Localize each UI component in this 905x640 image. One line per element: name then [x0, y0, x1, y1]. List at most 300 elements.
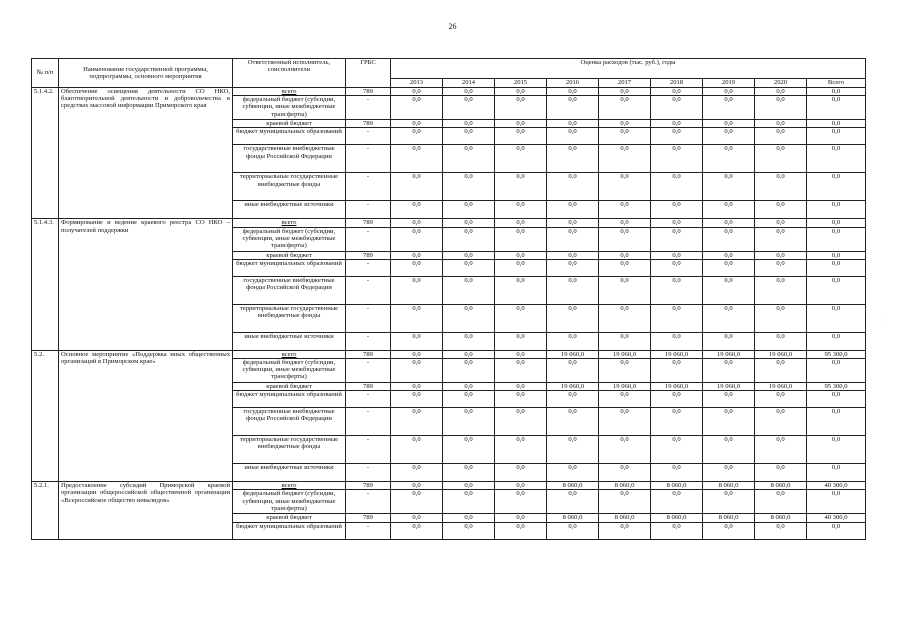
- funding-source: федеральный бюджет (субсидии, субвенции, иные межбюджетные трансферты): [233, 490, 346, 514]
- cost-value: 0,0: [651, 276, 703, 304]
- cost-value: 0,0: [495, 482, 547, 490]
- cost-value: 0,0: [755, 408, 807, 436]
- cost-value: 0,0: [495, 120, 547, 128]
- grbs-code: -: [346, 201, 391, 219]
- cost-value: 0,0: [807, 219, 866, 227]
- cost-value: 0,0: [391, 408, 443, 436]
- cost-value: 0,0: [807, 490, 866, 514]
- grbs-code: -: [346, 332, 391, 350]
- cost-value: 0,0: [495, 383, 547, 391]
- funding-source: государственные внебюджетные фонды Российской Федерации: [233, 408, 346, 436]
- funding-source: бюджет муниципальных образований: [233, 128, 346, 145]
- funding-source: краевой бюджет: [233, 251, 346, 259]
- margin-mark: ·: [880, 318, 882, 324]
- cost-value: 0,0: [443, 359, 495, 383]
- header-executor: Ответственный исполнитель, соисполнители: [233, 59, 346, 88]
- cost-value: 0,0: [807, 128, 866, 145]
- cost-value: 0,0: [443, 120, 495, 128]
- page-number: 26: [448, 22, 457, 31]
- grbs-code: 789: [346, 219, 391, 227]
- funding-source: всего: [233, 350, 346, 358]
- cost-value: 0,0: [547, 490, 599, 514]
- cost-value: 0,0: [391, 219, 443, 227]
- cost-value: 0,0: [755, 259, 807, 276]
- cost-value: 0,0: [651, 464, 703, 482]
- cost-value: 95 300,0: [807, 383, 866, 391]
- section-number: 5.1.4.3.: [32, 219, 59, 350]
- cost-value: 40 300,0: [807, 482, 866, 490]
- cost-value: 19 060,0: [547, 350, 599, 358]
- grbs-code: -: [346, 359, 391, 383]
- cost-value: 0,0: [651, 490, 703, 514]
- cost-value: 0,0: [391, 350, 443, 358]
- table-row: [32, 219, 866, 227]
- cost-value: 0,0: [443, 96, 495, 120]
- cost-value: 0,0: [703, 96, 755, 120]
- cost-value: 8 060,0: [599, 482, 651, 490]
- cost-value: 0,0: [599, 332, 651, 350]
- section-name: Основное мероприятие «Поддержка иных общественных организаций в Приморском крае»: [59, 350, 233, 481]
- cost-value: 0,0: [391, 522, 443, 539]
- cost-value: 0,0: [807, 304, 866, 332]
- header-year: 2016: [547, 79, 599, 88]
- grbs-code: -: [346, 408, 391, 436]
- cost-value: 8 060,0: [755, 514, 807, 522]
- cost-value: 0,0: [391, 259, 443, 276]
- cost-value: 0,0: [599, 227, 651, 251]
- cost-value: 0,0: [391, 276, 443, 304]
- cost-value: 0,0: [391, 391, 443, 408]
- cost-value: 0,0: [495, 96, 547, 120]
- cost-value: 0,0: [391, 332, 443, 350]
- funding-source: иные внебюджетные источники: [233, 464, 346, 482]
- cost-value: 0,0: [443, 227, 495, 251]
- cost-value: 0,0: [807, 276, 866, 304]
- cost-value: 0,0: [547, 391, 599, 408]
- funding-source: территориальные государственные внебюджетные фонды: [233, 436, 346, 464]
- cost-value: 0,0: [755, 88, 807, 96]
- cost-value: 19 060,0: [755, 383, 807, 391]
- cost-value: 8 060,0: [651, 482, 703, 490]
- cost-value: 0,0: [443, 332, 495, 350]
- grbs-code: 789: [346, 383, 391, 391]
- cost-value: 0,0: [755, 522, 807, 539]
- cost-value: 0,0: [651, 436, 703, 464]
- cost-value: 0,0: [807, 120, 866, 128]
- cost-value: 0,0: [703, 201, 755, 219]
- cost-value: 0,0: [443, 464, 495, 482]
- budget-table: [31, 58, 866, 540]
- cost-value: 0,0: [391, 436, 443, 464]
- cost-value: 19 060,0: [755, 350, 807, 358]
- cost-value: 0,0: [495, 490, 547, 514]
- cost-value: 0,0: [755, 490, 807, 514]
- cost-value: 0,0: [755, 219, 807, 227]
- cost-value: 19 060,0: [599, 350, 651, 358]
- cost-value: 0,0: [651, 359, 703, 383]
- header-num: № п/п: [32, 59, 59, 88]
- cost-value: 0,0: [599, 359, 651, 383]
- cost-value: 0,0: [443, 408, 495, 436]
- header-year: 2017: [599, 79, 651, 88]
- cost-value: 0,0: [703, 391, 755, 408]
- cost-value: 0,0: [651, 96, 703, 120]
- grbs-code: 789: [346, 120, 391, 128]
- cost-value: 0,0: [703, 173, 755, 201]
- grbs-code: -: [346, 464, 391, 482]
- cost-value: 0,0: [495, 173, 547, 201]
- cost-value: 0,0: [703, 128, 755, 145]
- section-number: 5.1.4.2.: [32, 88, 59, 219]
- grbs-code: -: [346, 128, 391, 145]
- cost-value: 0,0: [703, 490, 755, 514]
- cost-value: 8 060,0: [547, 514, 599, 522]
- cost-value: 0,0: [443, 145, 495, 173]
- cost-value: 0,0: [807, 522, 866, 539]
- funding-source: бюджет муниципальных образований: [233, 391, 346, 408]
- cost-value: 8 060,0: [703, 482, 755, 490]
- section-number: 5.2.: [32, 350, 59, 481]
- cost-value: 0,0: [391, 251, 443, 259]
- cost-value: 0,0: [755, 464, 807, 482]
- cost-value: 0,0: [547, 88, 599, 96]
- header-grbs: ГРБС: [346, 59, 391, 88]
- cost-value: 0,0: [755, 304, 807, 332]
- funding-source: государственные внебюджетные фонды Российской Федерации: [233, 276, 346, 304]
- cost-value: 0,0: [495, 145, 547, 173]
- cost-value: 0,0: [807, 227, 866, 251]
- cost-value: 0,0: [547, 436, 599, 464]
- section-number: 5.2.1.: [32, 482, 59, 539]
- cost-value: 0,0: [391, 304, 443, 332]
- cost-value: 0,0: [651, 522, 703, 539]
- cost-value: 0,0: [755, 276, 807, 304]
- grbs-code: 789: [346, 251, 391, 259]
- funding-source: всего: [233, 88, 346, 96]
- header-year: Всего: [807, 79, 866, 88]
- cost-value: 0,0: [547, 304, 599, 332]
- cost-value: 0,0: [703, 359, 755, 383]
- cost-value: 0,0: [651, 120, 703, 128]
- cost-value: 8 060,0: [651, 514, 703, 522]
- cost-value: 19 060,0: [703, 350, 755, 358]
- cost-value: 0,0: [391, 88, 443, 96]
- cost-value: 0,0: [391, 128, 443, 145]
- cost-value: 0,0: [443, 350, 495, 358]
- cost-value: 0,0: [391, 490, 443, 514]
- grbs-code: -: [346, 96, 391, 120]
- cost-value: 0,0: [443, 219, 495, 227]
- cost-value: 0,0: [443, 88, 495, 96]
- cost-value: 0,0: [703, 408, 755, 436]
- cost-value: 0,0: [391, 96, 443, 120]
- cost-value: 0,0: [599, 304, 651, 332]
- cost-value: 0,0: [547, 464, 599, 482]
- funding-source: иные внебюджетные источники: [233, 201, 346, 219]
- cost-value: 0,0: [599, 120, 651, 128]
- cost-value: 0,0: [495, 332, 547, 350]
- cost-value: 0,0: [651, 408, 703, 436]
- cost-value: 0,0: [703, 464, 755, 482]
- cost-value: 0,0: [755, 391, 807, 408]
- cost-value: 0,0: [807, 251, 866, 259]
- cost-value: 0,0: [807, 359, 866, 383]
- cost-value: 0,0: [495, 464, 547, 482]
- cost-value: 8 060,0: [755, 482, 807, 490]
- cost-value: 0,0: [755, 145, 807, 173]
- cost-value: 0,0: [547, 332, 599, 350]
- funding-source: всего: [233, 219, 346, 227]
- funding-source: краевой бюджет: [233, 383, 346, 391]
- cost-value: 0,0: [547, 201, 599, 219]
- cost-value: 0,0: [807, 173, 866, 201]
- header-name: Наименование государственной программы, подпрограммы, основного мероприятия: [59, 59, 233, 88]
- cost-value: 0,0: [755, 332, 807, 350]
- cost-value: 0,0: [599, 251, 651, 259]
- funding-source: краевой бюджет: [233, 120, 346, 128]
- cost-value: 0,0: [703, 219, 755, 227]
- cost-value: 0,0: [755, 173, 807, 201]
- cost-value: 0,0: [703, 227, 755, 251]
- funding-source: иные внебюджетные источники: [233, 332, 346, 350]
- grbs-code: -: [346, 490, 391, 514]
- cost-value: 0,0: [495, 251, 547, 259]
- cost-value: 0,0: [547, 145, 599, 173]
- cost-value: 0,0: [443, 514, 495, 522]
- grbs-code: -: [346, 436, 391, 464]
- cost-value: 0,0: [495, 359, 547, 383]
- table-row: [32, 88, 866, 96]
- cost-value: 0,0: [599, 436, 651, 464]
- cost-value: 8 060,0: [599, 514, 651, 522]
- cost-value: 0,0: [495, 128, 547, 145]
- cost-value: 19 060,0: [599, 383, 651, 391]
- cost-value: 0,0: [651, 304, 703, 332]
- funding-source: государственные внебюджетные фонды Российской Федерации: [233, 145, 346, 173]
- cost-value: 0,0: [755, 359, 807, 383]
- cost-value: 19 060,0: [651, 350, 703, 358]
- cost-value: 0,0: [391, 227, 443, 251]
- cost-value: 0,0: [807, 145, 866, 173]
- cost-value: 19 060,0: [547, 383, 599, 391]
- cost-value: 0,0: [443, 391, 495, 408]
- funding-source: территориальные государственные внебюджетные фонды: [233, 173, 346, 201]
- cost-value: 0,0: [547, 120, 599, 128]
- header-year: 2018: [651, 79, 703, 88]
- cost-value: 0,0: [495, 350, 547, 358]
- funding-source: федеральный бюджет (субсидии, субвенции, иные межбюджетные трансферты): [233, 227, 346, 251]
- cost-value: 0,0: [703, 145, 755, 173]
- cost-value: 95 300,0: [807, 350, 866, 358]
- cost-value: 0,0: [391, 173, 443, 201]
- cost-value: 0,0: [599, 96, 651, 120]
- grbs-code: 789: [346, 88, 391, 96]
- cost-value: 0,0: [703, 332, 755, 350]
- cost-value: 0,0: [755, 227, 807, 251]
- cost-value: 0,0: [495, 391, 547, 408]
- cost-value: 0,0: [443, 259, 495, 276]
- cost-value: 0,0: [443, 522, 495, 539]
- cost-value: 0,0: [547, 276, 599, 304]
- cost-value: 0,0: [443, 173, 495, 201]
- cost-value: 0,0: [495, 201, 547, 219]
- table-row: [32, 350, 866, 358]
- cost-value: 19 060,0: [703, 383, 755, 391]
- grbs-code: 789: [346, 482, 391, 490]
- cost-value: 0,0: [391, 201, 443, 219]
- cost-value: 0,0: [599, 490, 651, 514]
- cost-value: 0,0: [547, 96, 599, 120]
- cost-value: 0,0: [443, 276, 495, 304]
- cost-value: 0,0: [495, 514, 547, 522]
- cost-value: 0,0: [495, 522, 547, 539]
- funding-source: всего: [233, 482, 346, 490]
- cost-value: 0,0: [755, 120, 807, 128]
- grbs-code: -: [346, 304, 391, 332]
- cost-value: 0,0: [443, 304, 495, 332]
- cost-value: 0,0: [599, 173, 651, 201]
- cost-value: 0,0: [547, 227, 599, 251]
- cost-value: 0,0: [599, 464, 651, 482]
- header-year: 2020: [755, 79, 807, 88]
- grbs-code: -: [346, 173, 391, 201]
- funding-source: бюджет муниципальных образований: [233, 259, 346, 276]
- table-row: [32, 482, 866, 490]
- cost-value: 0,0: [599, 219, 651, 227]
- cost-value: 0,0: [495, 408, 547, 436]
- funding-source: территориальные государственные внебюджетные фонды: [233, 304, 346, 332]
- cost-value: 0,0: [599, 391, 651, 408]
- header-year: 2013: [391, 79, 443, 88]
- cost-value: 0,0: [755, 251, 807, 259]
- cost-value: 0,0: [651, 259, 703, 276]
- cost-value: 0,0: [807, 201, 866, 219]
- cost-value: 0,0: [443, 128, 495, 145]
- cost-value: 0,0: [547, 219, 599, 227]
- cost-value: 40 300,0: [807, 514, 866, 522]
- cost-value: 0,0: [807, 96, 866, 120]
- header-year: 2014: [443, 79, 495, 88]
- cost-value: 0,0: [807, 259, 866, 276]
- cost-value: 0,0: [547, 259, 599, 276]
- cost-value: 0,0: [651, 251, 703, 259]
- header-year: 2015: [495, 79, 547, 88]
- cost-value: 0,0: [599, 522, 651, 539]
- cost-value: 0,0: [599, 145, 651, 173]
- cost-value: 0,0: [703, 304, 755, 332]
- header-year: 2019: [703, 79, 755, 88]
- cost-value: 0,0: [547, 128, 599, 145]
- cost-value: 0,0: [495, 276, 547, 304]
- grbs-code: -: [346, 227, 391, 251]
- cost-value: 0,0: [391, 482, 443, 490]
- cost-value: 0,0: [651, 128, 703, 145]
- section-name: Предоставление субсидий Приморской краевой организации общероссийской общественной организации «Всероссийское общество инвалидов»: [59, 482, 233, 539]
- cost-value: 0,0: [391, 383, 443, 391]
- cost-value: 0,0: [651, 173, 703, 201]
- cost-value: 0,0: [703, 251, 755, 259]
- cost-value: 0,0: [443, 490, 495, 514]
- cost-value: 0,0: [807, 332, 866, 350]
- grbs-code: -: [346, 276, 391, 304]
- cost-value: 0,0: [443, 383, 495, 391]
- section-name: Обеспечение освещения деятельности СО НКО, благотворительной деятельности и добровольчества в средствах массовой информации Приморского края: [59, 88, 233, 219]
- funding-source: федеральный бюджет (субсидии, субвенции, иные межбюджетные трансферты): [233, 96, 346, 120]
- cost-value: 0,0: [495, 259, 547, 276]
- cost-value: 0,0: [495, 88, 547, 96]
- cost-value: 0,0: [391, 359, 443, 383]
- cost-value: 0,0: [443, 482, 495, 490]
- grbs-code: 789: [346, 350, 391, 358]
- grbs-code: -: [346, 522, 391, 539]
- cost-value: 0,0: [703, 276, 755, 304]
- cost-value: 8 060,0: [703, 514, 755, 522]
- cost-value: 0,0: [807, 391, 866, 408]
- cost-value: 0,0: [599, 88, 651, 96]
- cost-value: 0,0: [599, 259, 651, 276]
- cost-value: 0,0: [807, 408, 866, 436]
- cost-value: 19 060,0: [651, 383, 703, 391]
- funding-source: бюджет муниципальных образований: [233, 522, 346, 539]
- cost-value: 0,0: [703, 259, 755, 276]
- cost-value: 0,0: [547, 408, 599, 436]
- cost-value: 8 060,0: [547, 482, 599, 490]
- cost-value: 0,0: [651, 145, 703, 173]
- cost-value: 0,0: [651, 201, 703, 219]
- cost-value: 0,0: [807, 436, 866, 464]
- cost-value: 0,0: [391, 120, 443, 128]
- cost-value: 0,0: [391, 514, 443, 522]
- cost-value: 0,0: [651, 88, 703, 96]
- cost-value: 0,0: [391, 145, 443, 173]
- funding-source: федеральный бюджет (субсидии, субвенции, иные межбюджетные трансферты): [233, 359, 346, 383]
- cost-value: 0,0: [755, 128, 807, 145]
- cost-value: 0,0: [547, 522, 599, 539]
- grbs-code: -: [346, 391, 391, 408]
- cost-value: 0,0: [807, 88, 866, 96]
- cost-value: 0,0: [651, 227, 703, 251]
- cost-value: 0,0: [599, 408, 651, 436]
- cost-value: 0,0: [547, 251, 599, 259]
- cost-value: 0,0: [703, 88, 755, 96]
- cost-value: 0,0: [755, 201, 807, 219]
- cost-value: 0,0: [547, 173, 599, 201]
- cost-value: 0,0: [599, 128, 651, 145]
- cost-value: 0,0: [443, 201, 495, 219]
- cost-value: 0,0: [651, 391, 703, 408]
- cost-value: 0,0: [391, 464, 443, 482]
- grbs-code: -: [346, 259, 391, 276]
- funding-source: краевой бюджет: [233, 514, 346, 522]
- cost-value: 0,0: [495, 304, 547, 332]
- section-name: Формирование и ведение краевого реестра СО НКО – получателей поддержки: [59, 219, 233, 350]
- cost-value: 0,0: [443, 251, 495, 259]
- cost-value: 0,0: [807, 464, 866, 482]
- cost-value: 0,0: [703, 120, 755, 128]
- grbs-code: -: [346, 145, 391, 173]
- cost-value: 0,0: [495, 219, 547, 227]
- header-costs: Оценка расходов (тыс. руб.), годы: [391, 59, 866, 79]
- cost-value: 0,0: [651, 219, 703, 227]
- grbs-code: 789: [346, 514, 391, 522]
- cost-value: 0,0: [651, 332, 703, 350]
- cost-value: 0,0: [599, 201, 651, 219]
- cost-value: 0,0: [495, 436, 547, 464]
- cost-value: 0,0: [443, 436, 495, 464]
- cost-value: 0,0: [547, 359, 599, 383]
- cost-value: 0,0: [703, 522, 755, 539]
- cost-value: 0,0: [755, 96, 807, 120]
